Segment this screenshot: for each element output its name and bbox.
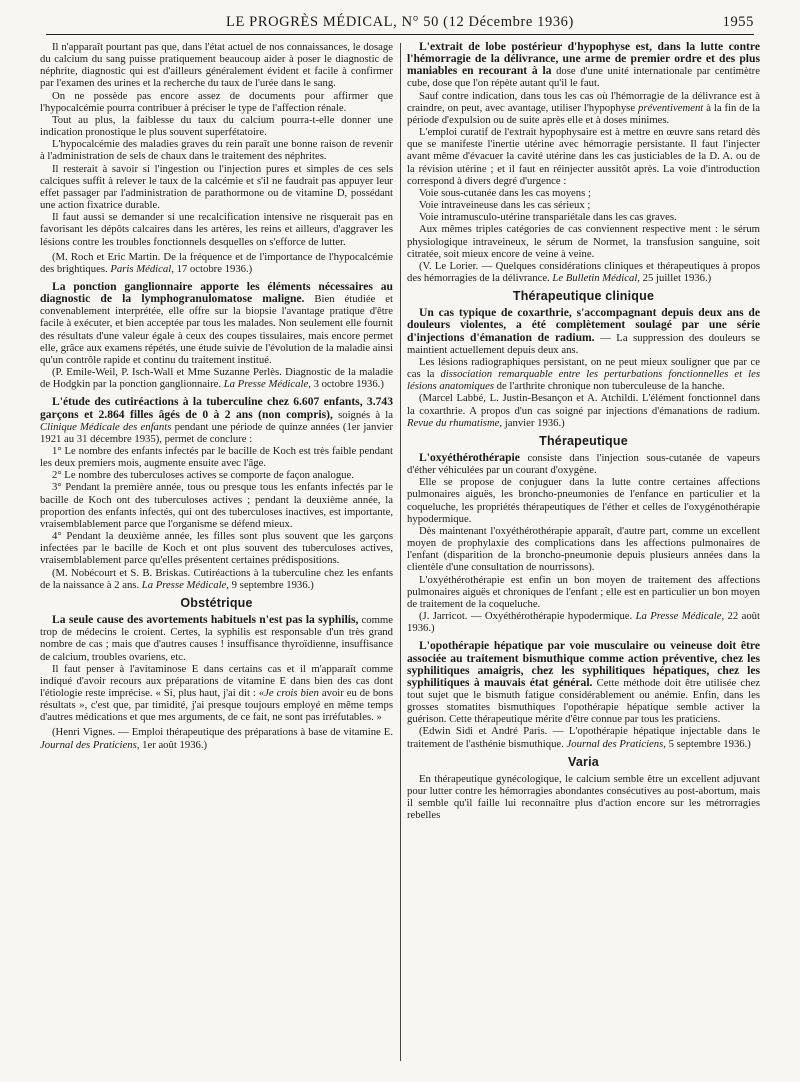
paragraph: Sauf contre indication, dans tous les cas où l'hémorragie de la délivrance est à craindre, on peut, avec avantage, utiliser l'hypophyse préventivement à la fin de la période d'expulsion ou de suite après elle et à doses minimes. <box>407 89 760 126</box>
section-heading-therapeutique-clinique: Thérapeutique clinique <box>512 289 655 304</box>
paragraph: L'oxyéthérothérapie est enfin un bon moyen de traitement des affections pulmonaires aiguës et chroniques de l'enfant ; elle est en particulier un bon moyen de traitement de la coqueluche. <box>407 573 760 610</box>
conclusion-item: 3° Pendant la première année, tous ou presque tous les enfants infectés par le bacille de Koch ont des tuberculoses actives ; pendant la deuxième année, la proportion des enfants infectés, qui ont des tuberculoses inactives, est importante, vraisemblablement parce que l'organisme se défend mieux. <box>40 481 393 530</box>
paragraph: L'emploi curatif de l'extrait hypophysaire est à mettre en œuvre sans retard dès que se manifeste l'inertie utérine avec hémorragie persistante. Il faut l'injecter avant même d'évacuer la cavité utérine dans les cas justiciables de la D. A. ou de la révision utérine ; et il faut en réinjecter aussitôt après. La voie d'introduction correspond à divers degré d'urgence : <box>407 126 760 187</box>
left-column <box>40 41 393 1061</box>
paragraph: En thérapeutique gynécologique, le calcium semble être un excellent adjuvant pour lutter contre les hémorragies abondantes consécutives au post-abortum, mais il semble qu'il faille lui reconnaître plus d'action encore sur les métrorragies rebelles <box>407 772 760 822</box>
paragraph: Les lésions radiographiques persistant, on ne peut mieux souligner que par ce cas la dissociation remarquable entre les perturbations fonctionnelles et les lésions anatomiques de l'arthrite chronique non tuberculeuse de la hanche. <box>407 355 760 393</box>
conclusion-item: 4° Pendant la deuxième année, les filles sont plus souvent que les garçons infectées par le bacille de Koch et ont plus souvent des tuberculoses actives, vraisemblablement parce qu'elles présentent certaines prédispositions. <box>40 530 393 567</box>
article-cutireactions: L'étude des cutiréactions à la tuberculine chez 6.607 enfants, 3.743 garçons et 2.864 filles âgés de 0 à 2 ans (non compris), soignés à la Clinique Médicale des enfants pendant une période de quinze années (1er janvier 1921 au 31 décembre 1935), permet de conclure : <box>40 395 393 445</box>
lead-oxyetherotherapie: L'oxyéthérothérapie <box>419 451 520 464</box>
right-column <box>407 41 760 1061</box>
lead-opotherapie: L'opothérapie hépatique par voie musculaire ou veineuse doit être associée au traitement bismuthique comme action préventive, chez les syphilitiques amaigris, chez les syphilitiques hépatiques, chez les syphilitiques à mauvais état général. <box>407 639 760 689</box>
paragraph: On ne possède pas encore assez de documents pour affirmer que l'hypocalcémie pourra contribuer à préciser le type de l'affection rénale. <box>40 89 393 114</box>
route-item: Voie intraveineuse dans les cas sérieux ; <box>419 199 591 212</box>
conclusion-item: 2° Le nombre des tuberculoses actives se comporte de façon analogue. <box>52 469 354 482</box>
reference: (V. Le Lorier. — Quelques considérations cliniques et thérapeutiques à propos des hémorragies de la délivrance. Le Bulletin Médical, 25 juillet 1936.) <box>407 259 760 284</box>
paragraph: Elle se propose de conjuguer dans la lutte contre certaines affections pulmonaires aiguës, les broncho-pneumonies de l'enfance en particulier et la coqueluche, les propriétés thérapeutiques de l'éther et celles de l'oxygénothérapie hypodermique. <box>407 476 760 525</box>
lead-ponction: La ponction ganglionnaire apporte les éléments nécessaires au diagnostic de la lymphogranulomatose maligne. <box>40 279 393 306</box>
lead-cutireactions: L'étude des cutiréactions à la tuberculine chez 6.607 enfants, 3.743 garçons et 2.864 filles âgés de 0 à 2 ans (non compris), <box>40 395 393 421</box>
journal-title: LE PROGRÈS MÉDICAL, N° 50 (12 Décembre 1936) <box>226 14 574 30</box>
reference: (Henri Vignes. — Emploi thérapeutique des préparations à base de vitamine E. Journal des Praticiens, 1er août 1936.) <box>40 726 393 751</box>
paragraph: Il n'apparaît pourtant pas que, dans l'état actuel de nos connaissances, le dosage du calcium du sang puisse pratiquement beaucoup aider à poser le diagnostic de néphrite, diagnostic qui est d'ailleurs généralement évident et facile à confirmer par l'examen des urines et la recherche du taux de l'urée dans le sang. <box>40 41 393 90</box>
reference: (P. Emile-Weil, P. Isch-Wall et Mme Suzanne Perlès. Diagnostic de la maladie de Hodgkin par la ponction ganglionnaire. La Presse Médicale, 3 octobre 1936.) <box>40 366 393 391</box>
section-heading-varia: Varia <box>568 754 599 769</box>
paragraph: Tout au plus, la faiblesse du taux du calcium pourra-t-elle donner une indication pronostique le plus souvent superfétatoire. <box>40 113 393 139</box>
article-ponction: La ponction ganglionnaire apporte les éléments nécessaires au diagnostic de la lymphogranulomatose maligne. Bien étudiée et convenablement interprétée, elle offre sur la biopsie l'avantage pratique d'être facile à exécuter, et bien acceptée par tous les malades. Non seulement elle fournit des résultats d'une valeur égale à ceux des coupes tissulaires, mais encore permet elle, grâce aux examens répétés, une étude suivie de l'évolution de la maladie ainsi qu'un contrôle rapide et continu du traitement institué. <box>40 279 393 366</box>
reference: (M. Nobécourt et S. B. Briskas. Cutiréactions à la tuberculine chez les enfants de la naissance à 2 ans. La Presse Médicale, 9 septembre 1936.) <box>40 566 393 591</box>
conclusion-item: 1° Le nombre des enfants infectés par le bacille de Koch est très faible pendant les deux premiers mois, augmente ensuite avec l'âge. <box>40 445 393 470</box>
route-item: Voie sous-cutanée dans les cas moyens ; <box>419 186 591 199</box>
running-head <box>46 14 754 35</box>
article-coxarthrie: Un cas typique de coxarthrie, s'accompagnant depuis deux ans de douleurs violentes, a été complètement soulagé par une série d'injections d'émanation de radium. — La suppression des douleurs se maintient actuellement depuis deux ans. <box>407 306 760 356</box>
route-item: Voie intramusculo-utérine transpariétale dans les cas graves. <box>419 211 677 224</box>
paragraph: Dès maintenant l'oxyéthérothérapie apparaît, d'autre part, comme un excellent moyen de prophylaxie des complications dans les affections pulmonaires de l'enfant (disparition de la broncho-pneumonie depuis plusieurs années dans la clientèle d'une consultation de nourrissons). <box>407 524 760 574</box>
reference: (M. Roch et Eric Martin. De la fréquence et de l'importance de l'hypocalcémie des brightiques. Paris Médical, 17 octobre 1936.) <box>40 250 393 275</box>
lead-avortements: La seule cause des avortements habituels n'est pas la syphilis, <box>52 613 359 627</box>
article-hypophyse: L'extrait de lobe postérieur d'hypophyse est, dans la lutte contre l'hémorragie de la délivrance, une arme de premier ordre et des plus maniables en recourant à la dose d'une unité internationale par centimètre cube, dose que l'on répète autant qu'il le faut. <box>407 41 760 90</box>
column-divider <box>400 43 401 1061</box>
two-column-body <box>40 41 760 1061</box>
page-number: 1955 <box>722 14 754 30</box>
article-avortements: La seule cause des avortements habituels n'est pas la syphilis, comme trop de médecins le croient. Certes, la syphilis est responsable d'un très grand nombre de cas ; mais que d'autres causes ! insuffisance thyroïdienne, insuffisance de calcium, troubles ovariens, etc. <box>40 613 393 663</box>
paragraph: Il resterait à savoir si l'ingestion ou l'injection pures et simples de ces sels calciques suffit à relever le taux de la calcémie et s'il ne faudrait pas appuyer leur effet passager par l'administration de parathormone ou de vitamine D, possédant une action fixatrice durable. <box>40 162 393 212</box>
reference: (J. Jarricot. — Oxyéthérothérapie hypodermique. La Presse Médicale, 22 août 1936.) <box>407 610 760 635</box>
lead-hypophyse: L'extrait de lobe postérieur d'hypophyse est, dans la lutte contre l'hémorragie de la délivrance, une arme de premier ordre et des plus maniables en recourant à la <box>407 41 760 78</box>
article-oxyetherotherapie: L'oxyéthérothérapie consiste dans l'injection sous-cutanée de vapeurs d'éther véhiculées par un courant d'oxygène. <box>407 451 760 477</box>
paragraph: L'hypocalcémie des maladies graves du rein paraît une bonne raison de revenir à l'administration de sels de chaux dans le traitement des néphrites. <box>40 138 393 163</box>
paragraph: Il faut aussi se demander si une recalcification intensive ne risquerait pas en favorisant les dépôts calcaires dans les artères, les reins et ailleurs, d'aggraver les lésions contre les troubles fonctionnels desquelles on s'efforce de lutter. <box>40 211 393 248</box>
reference: (Marcel Labbé, L. Justin-Besançon et A. Atchildi. L'élément fonctionnel dans la coxarthrie. A propos d'un cas soigné par injections d'émanations de radium. Revue du rhumatisme, janvier 1936.) <box>407 392 760 429</box>
reference: (Edwin Sidi et André Paris. — L'opothérapie hépatique injectable dans le traitement de l'asthénie bismuthique. Journal des Praticiens, 5 septembre 1936.) <box>407 725 760 750</box>
article-opotherapie: L'opothérapie hépatique par voie musculaire ou veineuse doit être associée au traitement bismuthique comme action préventive, chez les syphilitiques amaigris, chez les syphilitiques hépatiques, chez les syphilitiques à mauvais état général. Cette méthode doit être utilisée chez tout sujet que le bismuth fatigue considérablement ou anémie. Enfin, dans les grosses stomatites bismuthiques l'opothérapie hépatique semble activer la guérison. Cette thérapeutique mérite d'être connue par tous les praticiens. <box>407 639 760 726</box>
lead-coxarthrie: Un cas typique de coxarthrie, s'accompagnant depuis deux ans de douleurs violentes, a été complètement soulagé par une série d'injections d'émanation de radium. <box>407 306 760 344</box>
paragraph: Il faut penser à l'avitaminose E dans certains cas et il m'apparaît comme indiqué d'avoir recours aux préparations de vitamine E dans bien des cas dont l'étiologie reste imprécise. « Si, plus haut, j'ai dit : «Je crois bien avoir eu de bons résultats », c'est que, par timidité, j'ai presque toujours employé en même temps d'autres médications et que mes arguments, de ce fait, ne sont pas irréfutables. » <box>40 662 393 724</box>
section-heading-obstetrique: Obstétrique <box>180 595 253 610</box>
section-heading-therapeutique: Thérapeutique <box>539 433 628 448</box>
paragraph: Aux mêmes triples catégories de cas conviennent respective ment : le sérum physiologique intraveineux, le sérum de Normet, la transfusion sanguine, soit citratée, soit mieux encore de veine à veine. <box>407 223 760 260</box>
